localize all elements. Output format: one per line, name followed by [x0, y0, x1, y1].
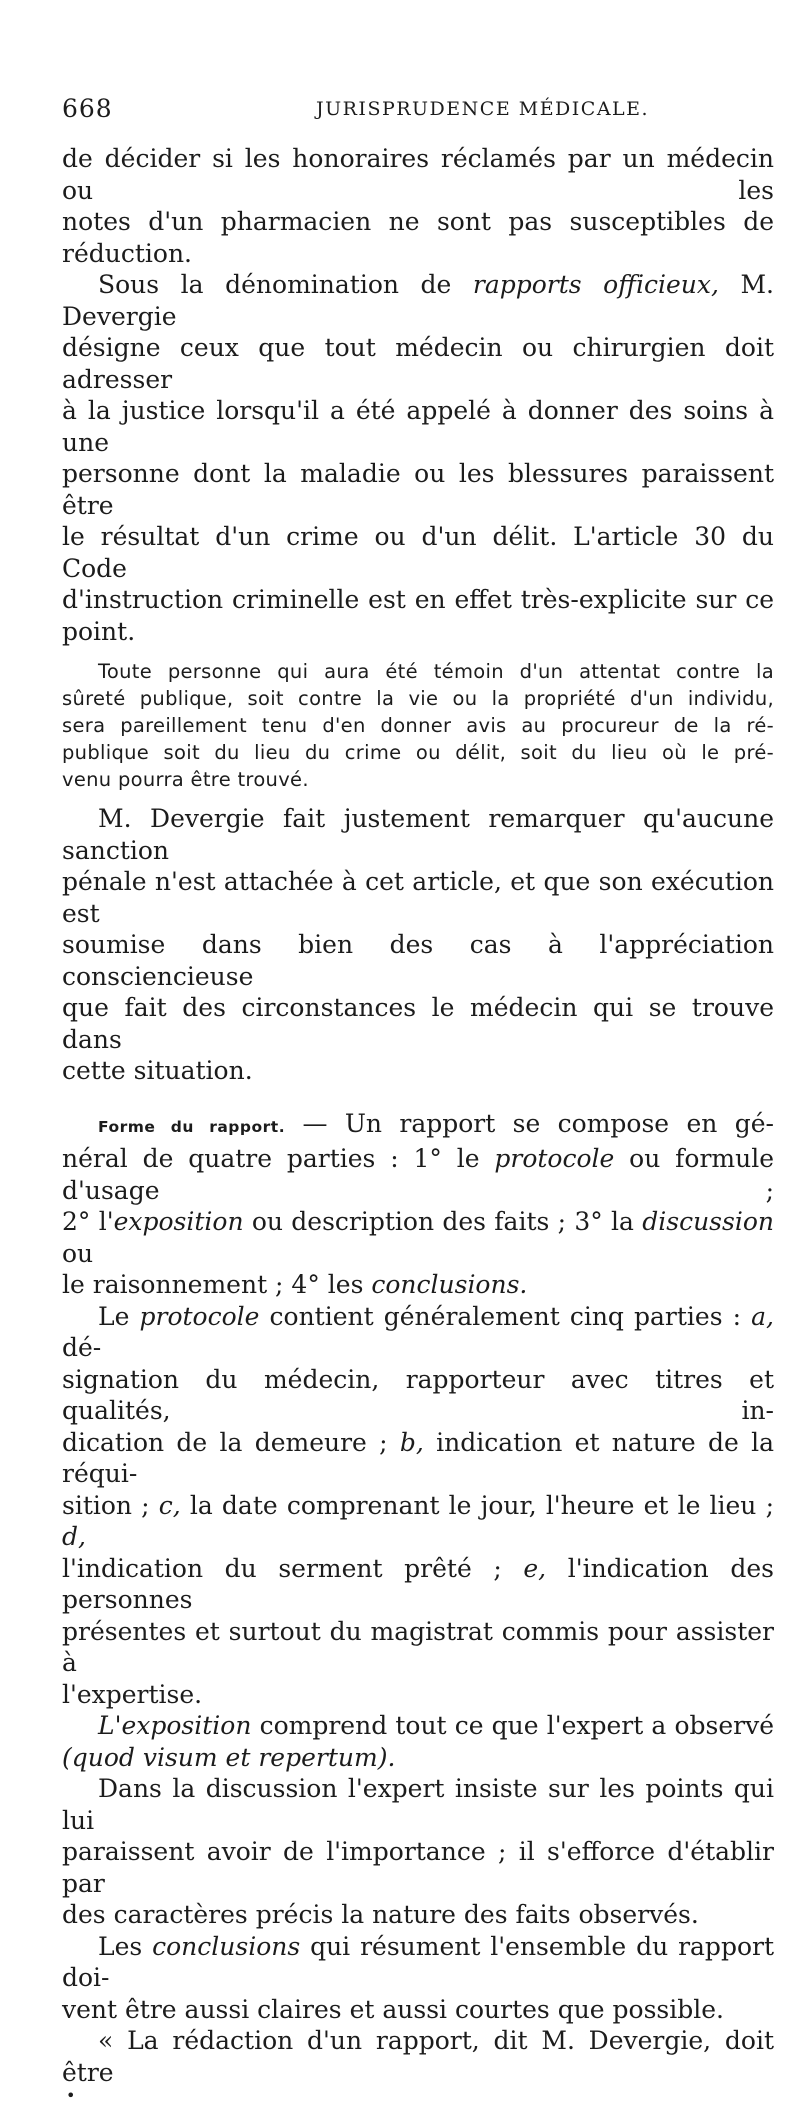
- paragraph-gap: [62, 1087, 774, 1108]
- text-line: (quod visum et repertum).: [62, 1742, 396, 1772]
- text-line: des caractères précis la nature des faits observés.: [62, 1900, 699, 1929]
- text-line: Le protocole contient généralement cinq parties : a, dé-: [62, 1301, 774, 1362]
- quote-line: sera pareillement tenu d'en donner avis au procureur de la ré-: [62, 714, 774, 737]
- page-number: 668: [62, 94, 113, 123]
- page-content: [62, 143, 775, 2105]
- text-line: sition ; c, la date comprenant le jour, l'heure et le lieu ; d,: [62, 1490, 774, 1551]
- paragraph-protocole: [62, 1301, 774, 1711]
- quote-line: venu pourra être trouvé.: [62, 768, 309, 791]
- text-line: personne dont la maladie ou les blessures paraissent être: [62, 459, 774, 520]
- text-line: pénale n'est attachée à cet article, et que son exécution est: [62, 867, 774, 928]
- text-line: Les conclusions qui résument l'ensemble du rapport doi-: [62, 1931, 774, 1992]
- text-line: le raisonnement ; 4° les conclusions.: [62, 1270, 528, 1299]
- quote-line: publique soit du lieu du crime ou délit, soit du lieu où le pré-: [62, 741, 774, 764]
- text-line: l'expertise.: [62, 1679, 203, 1709]
- paragraph-exposition: [62, 1710, 774, 1773]
- text-line: d'instruction criminelle est en effet très-explicite sur ce point.: [62, 585, 774, 646]
- text-line: L'exposition comprend tout ce que l'expert a observé: [98, 1711, 774, 1740]
- text-line: vent être aussi claires et aussi courtes que possible.: [62, 1994, 724, 2024]
- text-line: M. Devergie fait justement remarquer qu'aucune sanction: [62, 804, 774, 865]
- quote-line: Toute personne qui aura été témoin d'un attentat contre la: [98, 660, 774, 683]
- text-line: « La rédaction d'un rapport, dit M. Devergie, doit être: [62, 2026, 774, 2087]
- paragraph-forme-du-rapport: [62, 1108, 774, 1301]
- quoted-article: [62, 658, 774, 793]
- text-line: désigne ceux que tout médecin ou chirurgien doit adresser: [62, 333, 774, 394]
- text-line: cette situation.: [62, 1056, 253, 1085]
- text-line: dication de la demeure ; b, indication et nature de la réqui-: [62, 1427, 774, 1488]
- paragraph-redaction: [62, 2025, 774, 2088]
- text-line: que fait des circonstances le médecin qui se trouve dans: [62, 993, 774, 1054]
- paragraph-discussion: [62, 1773, 774, 1931]
- text-line: néral de quatre parties : 1° le protocole ou formule d'usage ;: [62, 1144, 774, 1205]
- text-line: à la justice lorsqu'il a été appelé à donner des soins à une: [62, 396, 774, 457]
- footer-mark: •: [66, 2086, 76, 2105]
- text-line: paraissent avoir de l'importance ; il s'efforce d'établir par: [62, 1837, 774, 1898]
- quote-line: sûreté publique, soit contre la vie ou la propriété d'un individu,: [62, 687, 774, 710]
- text-line: notes d'un pharmacien ne sont pas susceptibles de réduction.: [62, 207, 774, 268]
- paragraph-intro: [62, 143, 774, 269]
- text-line: soumise dans bien des cas à l'appréciation consciencieuse: [62, 930, 774, 991]
- text-line: signation du médecin, rapporteur avec titres et qualités, in-: [62, 1364, 774, 1425]
- page-header: [62, 94, 760, 134]
- paragraph-sanction: [62, 803, 774, 1087]
- section-runin-heading: Forme du rapport.: [98, 1117, 286, 1136]
- text-line: l'indication du serment prêté ; e, l'indication des personnes: [62, 1553, 775, 1614]
- paragraph-rapports-officieux: [62, 269, 774, 647]
- text-line: Forme du rapport. — Un rapport se compose en gé-: [98, 1108, 774, 1138]
- running-title: JURISPRUDENCE MÉDICALE.: [316, 98, 650, 120]
- text-line: le résultat d'un crime ou d'un délit. L'article 30 du Code: [62, 522, 774, 583]
- text-line: de décider si les honoraires réclamés par un médecin ou les: [62, 144, 774, 205]
- paragraph-conclusions: [62, 1931, 774, 2026]
- text-line: Sous la dénomination de rapports officieux, M. Devergie: [62, 270, 774, 331]
- text-line: 2° l'exposition ou description des faits ; 3° la discussion ou: [62, 1207, 774, 1268]
- text-line: Dans la discussion l'expert insiste sur les points qui lui: [62, 1774, 774, 1835]
- text-line: présentes et surtout du magistrat commis pour assister à: [62, 1616, 774, 1677]
